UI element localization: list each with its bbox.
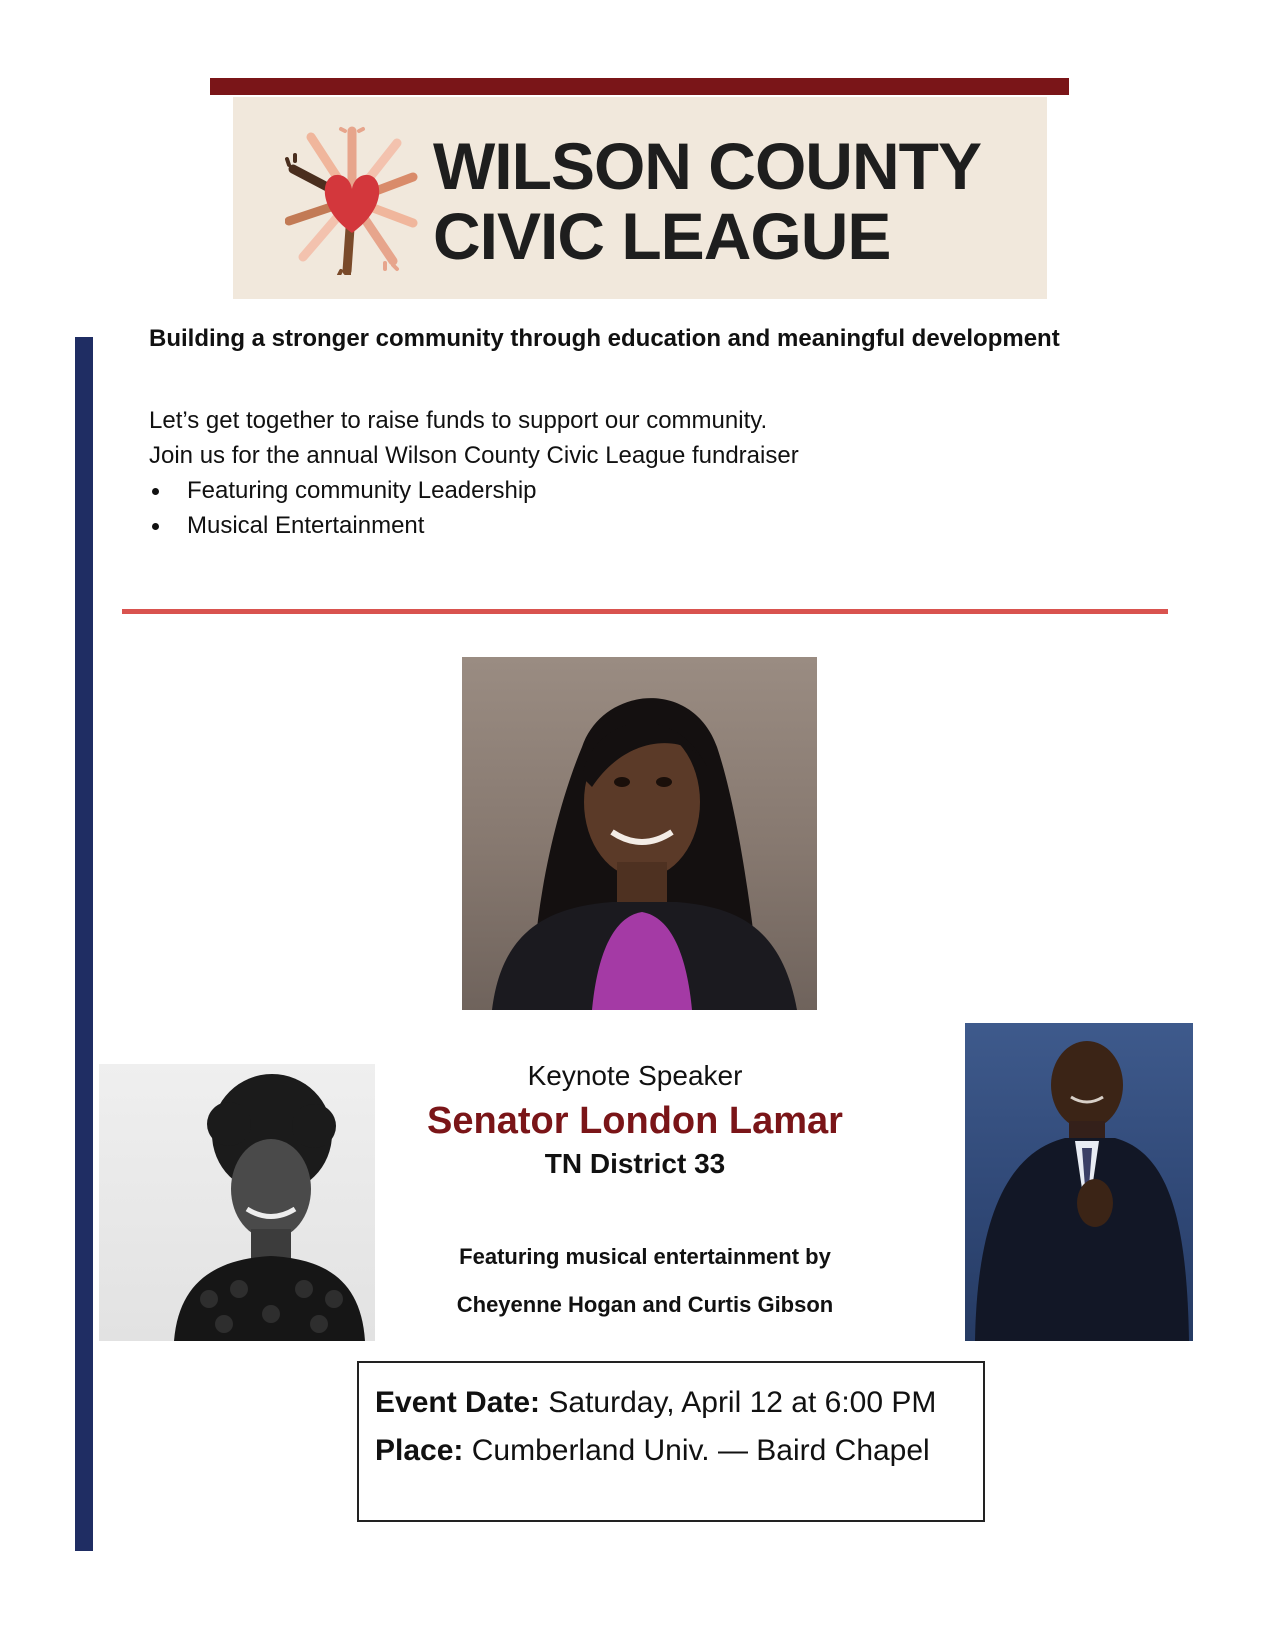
event-place-row — [375, 1427, 983, 1475]
logo-line-2: CIVIC LEAGUE — [433, 199, 891, 273]
logo-banner — [233, 97, 1047, 299]
music-performers: Cheyenne Hogan and Curtis Gibson — [456, 1292, 834, 1317]
feature-list — [149, 473, 537, 543]
portrait-illustration — [965, 1023, 1193, 1341]
music-intro: Featuring musical entertainment by — [459, 1244, 831, 1269]
event-date-row — [375, 1379, 983, 1427]
hands-heart-logo-icon — [285, 125, 419, 275]
header-accent-bar — [210, 78, 1069, 95]
keynote-speaker-photo — [462, 657, 817, 1010]
intro-text — [149, 403, 799, 473]
section-divider — [122, 609, 1168, 614]
event-details-box — [357, 1361, 985, 1522]
cheyenne-hogan-photo — [99, 1064, 375, 1341]
intro-line-2: Join us for the annual Wilson County Civic League fundraiser — [149, 442, 799, 469]
speaker-district: TN District 33 — [544, 1148, 726, 1179]
logo-line-1: WILSON COUNTY — [433, 129, 981, 203]
tagline: Building a stronger community through education and meaningful development — [149, 325, 1060, 352]
event-place-value: Cumberland Univ. — Baird Chapel — [471, 1434, 930, 1467]
portrait-illustration — [462, 657, 817, 1010]
intro-line-1: Let’s get together to raise funds to support our community. — [149, 407, 768, 434]
event-place-label: Place: — [375, 1434, 464, 1467]
list-item: Featuring community Leadership — [149, 473, 537, 508]
left-vertical-rule — [75, 337, 93, 1551]
keynote-speaker-name: Senator London Lamar — [427, 1100, 843, 1142]
keynote-label: Keynote Speaker — [527, 1060, 743, 1091]
list-item: Musical Entertainment — [149, 508, 537, 543]
logo-wordmark — [433, 131, 981, 271]
event-date-value: Saturday, April 12 at 6:00 PM — [548, 1386, 937, 1419]
portrait-illustration — [99, 1064, 375, 1341]
curtis-gibson-photo — [965, 1023, 1193, 1341]
event-date-label: Event Date: — [375, 1386, 541, 1419]
